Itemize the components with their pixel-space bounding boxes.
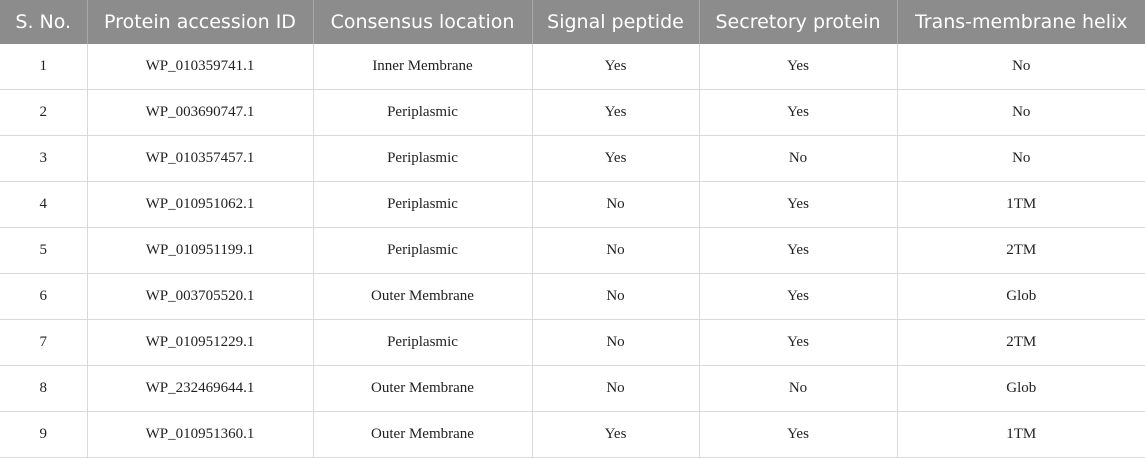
- cell-s-no: 5: [0, 228, 87, 274]
- header-consensus-location: Consensus location: [313, 0, 532, 44]
- cell-tm-helix: 1TM: [897, 412, 1145, 458]
- cell-accession-id: WP_003705520.1: [87, 274, 313, 320]
- cell-tm-helix: Glob: [897, 366, 1145, 412]
- table-row: [0, 366, 1145, 412]
- header-trans-membrane-helix: Trans-membrane helix: [897, 0, 1145, 44]
- table-row: [0, 320, 1145, 366]
- header-row: [0, 0, 1145, 44]
- cell-tm-helix: 1TM: [897, 182, 1145, 228]
- cell-tm-helix: No: [897, 136, 1145, 182]
- cell-location: Outer Membrane: [313, 412, 532, 458]
- cell-signal-peptide: Yes: [532, 44, 699, 90]
- cell-secretory: Yes: [699, 228, 897, 274]
- cell-location: Periplasmic: [313, 90, 532, 136]
- cell-s-no: 9: [0, 412, 87, 458]
- cell-secretory: Yes: [699, 44, 897, 90]
- table-row: [0, 274, 1145, 320]
- header-secretory-protein: Secretory protein: [699, 0, 897, 44]
- cell-accession-id: WP_232469644.1: [87, 366, 313, 412]
- table-row: [0, 44, 1145, 90]
- header-s-no: S. No.: [0, 0, 87, 44]
- cell-accession-id: WP_003690747.1: [87, 90, 313, 136]
- cell-accession-id: WP_010357457.1: [87, 136, 313, 182]
- cell-location: Periplasmic: [313, 320, 532, 366]
- cell-tm-helix: Glob: [897, 274, 1145, 320]
- cell-accession-id: WP_010359741.1: [87, 44, 313, 90]
- cell-s-no: 7: [0, 320, 87, 366]
- cell-signal-peptide: No: [532, 228, 699, 274]
- table-row: [0, 228, 1145, 274]
- cell-location: Outer Membrane: [313, 274, 532, 320]
- table-row: [0, 412, 1145, 458]
- header-signal-peptide: Signal peptide: [532, 0, 699, 44]
- cell-location: Periplasmic: [313, 136, 532, 182]
- cell-secretory: No: [699, 366, 897, 412]
- cell-s-no: 8: [0, 366, 87, 412]
- cell-secretory: Yes: [699, 182, 897, 228]
- cell-location: Periplasmic: [313, 182, 532, 228]
- cell-tm-helix: No: [897, 44, 1145, 90]
- table-header: [0, 0, 1145, 44]
- cell-tm-helix: No: [897, 90, 1145, 136]
- cell-location: Periplasmic: [313, 228, 532, 274]
- cell-s-no: 2: [0, 90, 87, 136]
- cell-tm-helix: 2TM: [897, 228, 1145, 274]
- cell-signal-peptide: No: [532, 274, 699, 320]
- cell-signal-peptide: Yes: [532, 90, 699, 136]
- cell-signal-peptide: No: [532, 320, 699, 366]
- cell-accession-id: WP_010951062.1: [87, 182, 313, 228]
- header-protein-accession-id: Protein accession ID: [87, 0, 313, 44]
- cell-signal-peptide: Yes: [532, 136, 699, 182]
- cell-signal-peptide: Yes: [532, 412, 699, 458]
- table-row: [0, 182, 1145, 228]
- cell-secretory: Yes: [699, 412, 897, 458]
- cell-s-no: 6: [0, 274, 87, 320]
- table-body: [0, 44, 1145, 458]
- table-row: [0, 90, 1145, 136]
- cell-accession-id: WP_010951229.1: [87, 320, 313, 366]
- cell-secretory: No: [699, 136, 897, 182]
- cell-location: Inner Membrane: [313, 44, 532, 90]
- cell-s-no: 1: [0, 44, 87, 90]
- cell-accession-id: WP_010951199.1: [87, 228, 313, 274]
- cell-signal-peptide: No: [532, 366, 699, 412]
- cell-secretory: Yes: [699, 274, 897, 320]
- cell-accession-id: WP_010951360.1: [87, 412, 313, 458]
- cell-s-no: 3: [0, 136, 87, 182]
- cell-location: Outer Membrane: [313, 366, 532, 412]
- cell-s-no: 4: [0, 182, 87, 228]
- cell-signal-peptide: No: [532, 182, 699, 228]
- table-row: [0, 136, 1145, 182]
- cell-secretory: Yes: [699, 320, 897, 366]
- cell-secretory: Yes: [699, 90, 897, 136]
- cell-tm-helix: 2TM: [897, 320, 1145, 366]
